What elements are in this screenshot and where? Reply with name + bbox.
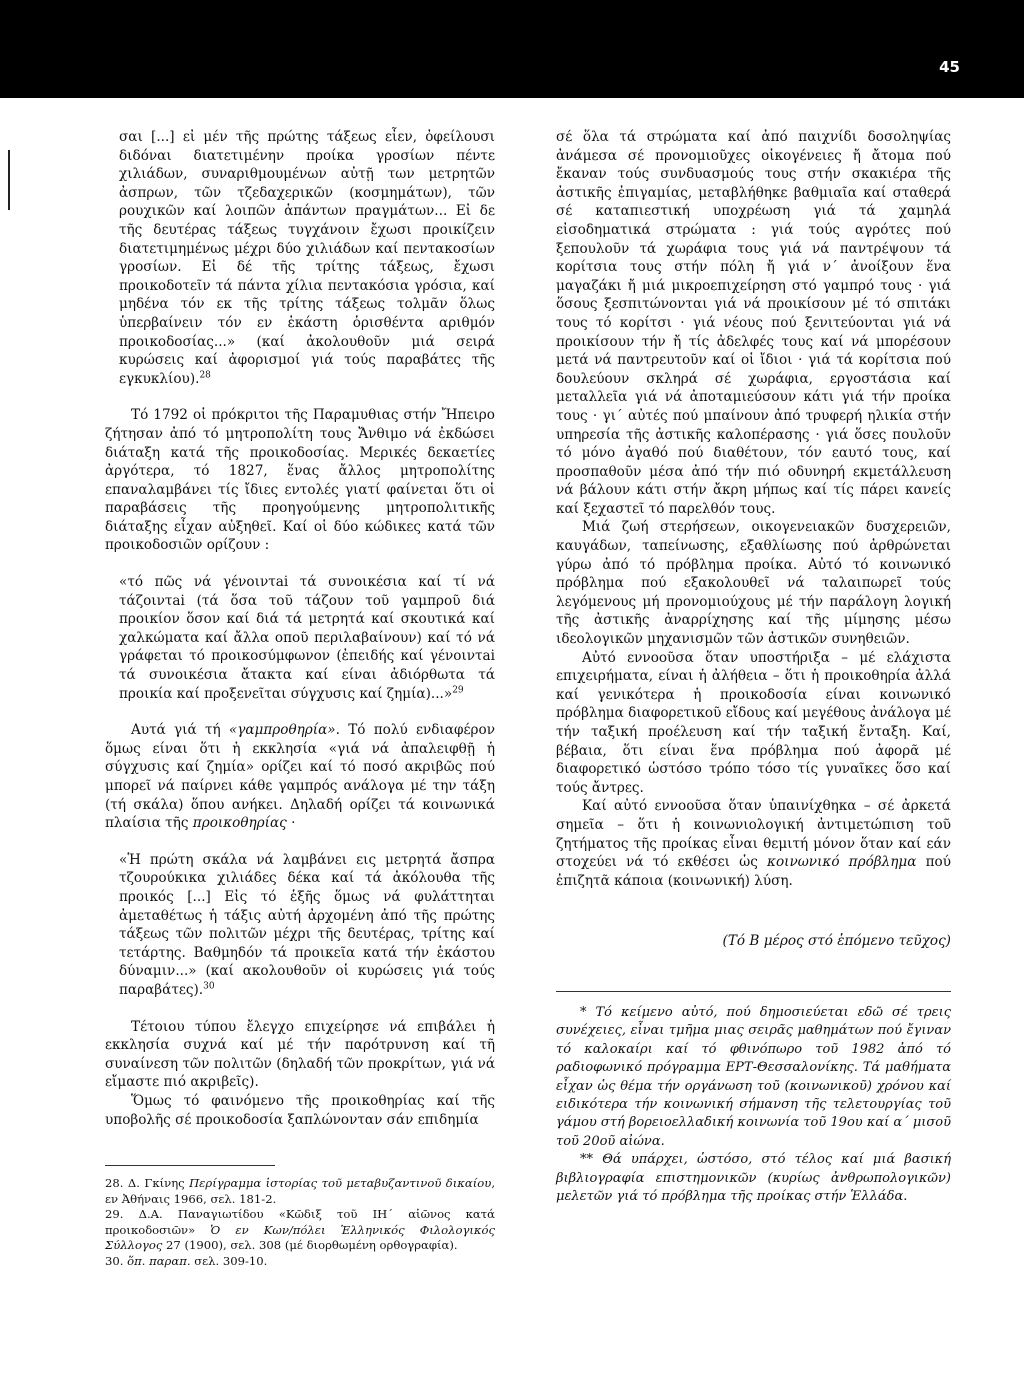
quote-1-text: σαι [...] εἰ μέν τῆς πρώτης τάξεως εἶεν, ὀφείλουσι διδόναι διατετιμένην προίκα γροσίων πέντε χιλιάδων, συναριθμουμένων αὐτῇ των μετρητῶν ἀσπρων, τῶν τζεδαχερικῶν (κοσμημάτων), τῶν ρουχικῶν καί λοιπῶν ἁπάντων πραγμάτων... Εἰ δε τῆς δευτέρας τάξεως τυγχάνοιν ἔχωσι προικίζειν διατετιμημένως μέχρι δύο χιλιάδων καί πεντακοσίων γροσίων. Εἰ δέ τῆς τρίτης τάξεως, ἔχωσι προικοδοτεῖν τά πάντα χίλια πεντακόσια γρόσια, καί μηδένα τόν εκ τῆς τρίτης τάξεως τολμᾶν ὅλως ὑπερβαίνειν τόν εν ἑκάστη ὁρισθέντα αριθμόν προικοδοσίας...» (καί ἀκολουθοῦν μιά σειρά κυρώσεις καί ἀφορισμοί γιά τούς παραβάτες τῆς εγκυκλίου). <box>119 129 495 387</box>
right-paragraph-3: Αὐτό εννοοῦσα ὅταν υποστήριξα – μέ ελάχιστα επιχειρήματα, είναι ἡ ἀλήθεια – ὅτι ἡ προικοθηρία ἀλλά καί γενικότερα ἡ προικοδοσία είναι κοινωνικό πρόβλημα διαφορετικοῦ εἴδους καί μεγέθους ἀνάλογα μέ τήν ταξική προέλευση καί τήν ταξική ἔνταξη. Καί, βέβαια, ὅτι είναι ἕνα πρόβλημα πού ἀφορᾶ μέ διαφορετικό ὡστόσο τρόπο τόσο τίς γυναῖκες ὅσο καί τούς ἄντρες. <box>556 649 951 796</box>
quote-2-text: «τό πῶς νά γένοιντai τά συνοικέσια καί τί νά τάζοιντai (τά ὅσα τοῦ τάζουν τοῦ γαμπροῦ διά προικίον ὅσον καί διά τά μετρητά καί σκουτικά καί χαλκώματα καί ἄλλα οποῦ περιλαβαίνουν) καί τό νά γράφεται τό προικοσύμφωνον (ἐπειδής καί γένοιντai τά συνοικέσια ἄτακτα καί είναι ἀδιόρθωτα τά προικία καί προξενεῖται σύγχυσις καί ζημία)...» <box>119 574 495 702</box>
footnote-29 <box>105 1207 495 1254</box>
footnote-text: 27 (1900), σελ. 308 (μέ διορθωμένη ορθογραφία). <box>162 1238 458 1253</box>
footnote-title: ὅπ. παραπ. <box>127 1253 191 1268</box>
footnote-text: σελ. 309-10. <box>190 1253 268 1268</box>
continued-note: (Τό Β μέρος στό ἑπόμενο τεῦχος) <box>722 933 951 950</box>
quote-block-1 <box>119 128 495 388</box>
footnotes <box>105 1176 495 1269</box>
footnote-separator <box>105 1165 275 1166</box>
footnote-30 <box>105 1254 495 1270</box>
paragraph-2-start: Αυτά γιά τή <box>131 722 229 739</box>
editorial-note-1: * Τό κείμενο αὐτό, πού δημοσιεύεται εδῶ σέ τρεις συνέχειες, εἶναι τμῆμα μιας σειρᾶς μαθημάτων πού ἔγιναν τό καλοκαίρι καί τό φθινόπωρο τοῦ 1982 ἀπό τό ραδιοφωνικό πρόγραμμα ΕΡΤ-Θεσσαλονίκης. Τά μαθήματα εἶχαν ὡς θέμα τήν οργάνωση τοῦ (κοινωνικοῦ) χρόνου καί ειδικότερα τήν κοινωνική σήμανση τῆς τελετουργίας τοῦ γάμου στή βορειοελλαδική κοινωνία τοῦ 19ου καί α΄ μισοῦ τοῦ 20οῦ αἰώνα. <box>556 1004 951 1149</box>
right-paragraph-4-start: Καί αὐτό εννοοῦσα ὅταν ὑπαινίχθηκα – σέ ἀρκετά σημεῖα – ὅτι ἡ κοινωνιολογική ἀντιμετώπιση τοῦ ζητήματος τῆς προίκας εἶναι θεμιτή μόνον ὅταν καί εάν στοχεύει νά τό εκθέσει ὡς <box>556 798 951 871</box>
paragraph-4: Ὅμως τό φαινόμενο τῆς προικοθηρίας καί τῆς υποβολῆς σέ προικοδοσία ξαπλώνονταν σάν επιδημία <box>105 1092 495 1128</box>
footnote-ref-29: 29 <box>452 685 464 696</box>
right-paragraph-2: Μιά ζωή στερήσεων, οικογενειακῶν δυσχερειῶν, καυγάδων, ταπείνωσης, εξαθλίωσης πού ἀρθρώνεται γύρω ἀπό τό πρόβλημα προίκα. Αὐτό τό κοινωνικό πρόβλημα πού εξακολουθεῖ νά ταλαιπωρεῖ τούς λεγόμενους μή προνομιούχους μέ τήν παράλογη λογική τῆς ἀστικῆς ἀναρρίχησης καί τῆς μίμησης μέσω ιδεολογικῶν μηχανισμῶν τῶν ἀστικῶν συνηθειῶν. <box>556 519 951 648</box>
right-column <box>556 128 951 1206</box>
right-paragraph-4-end: πού ἐπιζητᾶ κάποια (κοινωνική) λύση. <box>556 854 951 889</box>
paragraph-2-body: . Τό πολύ ενδιαφέρον ὅμως είναι ὅτι ἡ εκκλησία «γιά νά ἀπαλειφθῇ ἡ σύγχυσις καί ζημία» ορίζει καί τό ποσό ακριβῶς πού μπορεῖ νά παίρνει κάθε γαμπρός ανάλογα μέ την τάξη (τή σκάλα) ὅπου ανήκει. Δηλαδή ορίζει τά κοινωνικά πλαίσια τῆς <box>105 722 495 832</box>
right-paragraph-4 <box>556 797 951 890</box>
paragraph-2-end: · <box>286 815 296 832</box>
footnote-number: 30. <box>105 1253 124 1268</box>
quote-block-2 <box>119 573 495 703</box>
editorial-separator <box>556 991 951 992</box>
paragraph-3: Τέτοιου τύπου ἔλεγχο επιχείρησε νά επιβάλει ἡ εκκλησία συχνά καί μέ τήν παρότρυνση καί τῆ συναίνεση τῶν πολιτῶν (δηλαδή τῶν προκρίτων, γιά νά εἴμαστε πιό ακριβεῖς). <box>105 1018 495 1091</box>
footnote-28 <box>105 1176 495 1207</box>
footnote-number: 28. <box>105 1176 124 1191</box>
footnote-text: , εν Ἀθήναις 1966, σελ. 181-2. <box>105 1176 495 1206</box>
page-number: 45 <box>939 58 960 76</box>
footnote-title: Ὁ εν Κων/πόλει Ἑλληνικός Φιλολογικός Σύλλογος <box>105 1222 495 1253</box>
editorial-notes <box>556 1004 951 1206</box>
paragraph-2 <box>105 721 495 833</box>
editorial-note-2: ** Θά υπάρχει, ὡστόσο, στό τέλος καί μιά βασική βιβλιογραφία επιστημονικῶν (κυρίως ἀνθρωπολογικῶν) μελετῶν γιά τό πρόβλημα τῆς προίκας στήν Ἑλλάδα. <box>556 1152 951 1204</box>
right-paragraph-1: σέ ὅλα τά στρώματα καί ἀπό παιχνίδι δοσοληψίας ἀνάμεσα σέ προνομιοῦχες οἰκογένειες ἤ ἄτομα πού ἔκαναν τούς συνδυασμούς τους στήν σκακιέρα τῆς ἀστικῆς ἐπιγαμίας, μεταβλήθηκε βαθμιαῖα καί σταθερά σέ καταπιεστική υποχρέωση γιά τά χαμηλά εἰσοδηματικά στρώματα : γιά τούς αγρότες πού ξεπουλοῦν τά χωράφια τους γιά νά παντρέψουν τά κορίτσια τους στήν πόλη ἤ γιά ν΄ ἀνοίξουν ἕνα μαγαζάκι ἤ μιά μικροεπιχείρηση στό γαμπρό τους · γιά ὅσους ξεσπιτώνονται γιά νά προικίσουν μέ τό σπιτάκι τους τό κορίτσι · γιά νέους πού ξενιτεύονται γιά νά προικίσουν τήν ἤ τίς ἀδελφές τους καί νά μπορέσουν μετά νά παντρευτοῦν καί οἱ ἴδιοι · γιά τά κορίτσια πού δουλεύουν σκληρά σέ χωράφια, εργοστάσια καί μεταλλεῖα γιά νά ἀποταμιεύσουν κάτι γιά τήν προίκα τους · γι΄ αὐτές πού μπαίνουν ἀπό τρυφερή ηλικία στήν υπηρεσία τῆς ἀστικῆς καλοπέρασης · γιά ὅσες πουλοῦν τό μόνο ἀγαθό πού διαθέτουν, τόν εαυτό τους, καί προσπαθοῦν μέσα ἀπό τήν πιό οδυνηρή εκμετάλλευση νά βάλουν κάτι στήν ἄκρη μήπως καί τίς πάρει κανείς καί ξεχαστεῖ τό παρελθόν τους. <box>556 129 951 517</box>
paragraph-1: Τό 1792 οἱ πρόκριτοι τῆς Παραμυθιας στήν Ἤπειρο ζήτησαν ἀπό τό μητροπολίτη τους Ἄνθιμο νά ἐκδώσει διάταξη κατά τῆς προικοδοσίας. Μερικές δεκαετίες ἀργότερα, τό 1827, ἕνας ἄλλος μητροπολίτης επαναλαμβάνει τίς ἴδιες εντολές γιατί φαίνεται ὅτι οἱ παραβάσεις τῆς προηγούμενης μητροπολιτικῆς διάταξης εἶχαν αὐξηθεῖ. Καί οἱ δύο κώδικες κατά τῶν προικοδοσιῶν ορίζουν : <box>105 407 495 554</box>
quote-3-text: «Ἡ πρώτη σκάλα νά λαμβάνει εις μετρητά ἄσπρα τζουρούκικα χιλιάδες δέκα καί τά ἀκόλουθα τῆς προικός [...] Εἰς τό ἑξῆς ὅμως νά φυλάττηται ἀμεταθέτως ἡ τάξις αὐτή ἀρχομένη ἀπό τῆς πρώτης τάξεως τῶν πολιτῶν μέχρι τῆς δευτέρας, τρίτης καί τετάρτης. Βαθμηδόν τά προικεῖα κατά τήν ἑκάστου δύναμιν...» (καί ακολουθοῦν οἱ κυρώσεις γιά τούς παραβάτες). <box>119 851 495 998</box>
footnote-title: Περίγραμμα ἱστορίας τοῦ μεταβυζαντινοῦ δικαίου <box>189 1176 492 1191</box>
page-header-bar <box>0 0 1024 98</box>
footnote-ref-28: 28 <box>199 370 211 381</box>
footnote-text: Δ.Α. Παναγιωτίδου «Κῶδιξ τοῦ ΙΗ΄ αἰῶνος κατά προικοδοσιῶν» <box>105 1207 496 1237</box>
right-paragraph-4-emphasis: κοινωνικό πρόβλημα <box>767 854 917 871</box>
paragraph-2-emphasis-2: προικοθηρίας <box>192 815 287 832</box>
left-column <box>105 128 495 1269</box>
paragraph-2-emphasis: «γαμπροθηρία» <box>228 722 336 739</box>
margin-rule <box>8 150 10 210</box>
quote-block-3 <box>119 851 495 1000</box>
footnote-text: Δ. Γκίνης <box>127 1176 190 1191</box>
footnote-number: 29. <box>105 1207 124 1222</box>
footnote-ref-30: 30 <box>203 981 215 992</box>
